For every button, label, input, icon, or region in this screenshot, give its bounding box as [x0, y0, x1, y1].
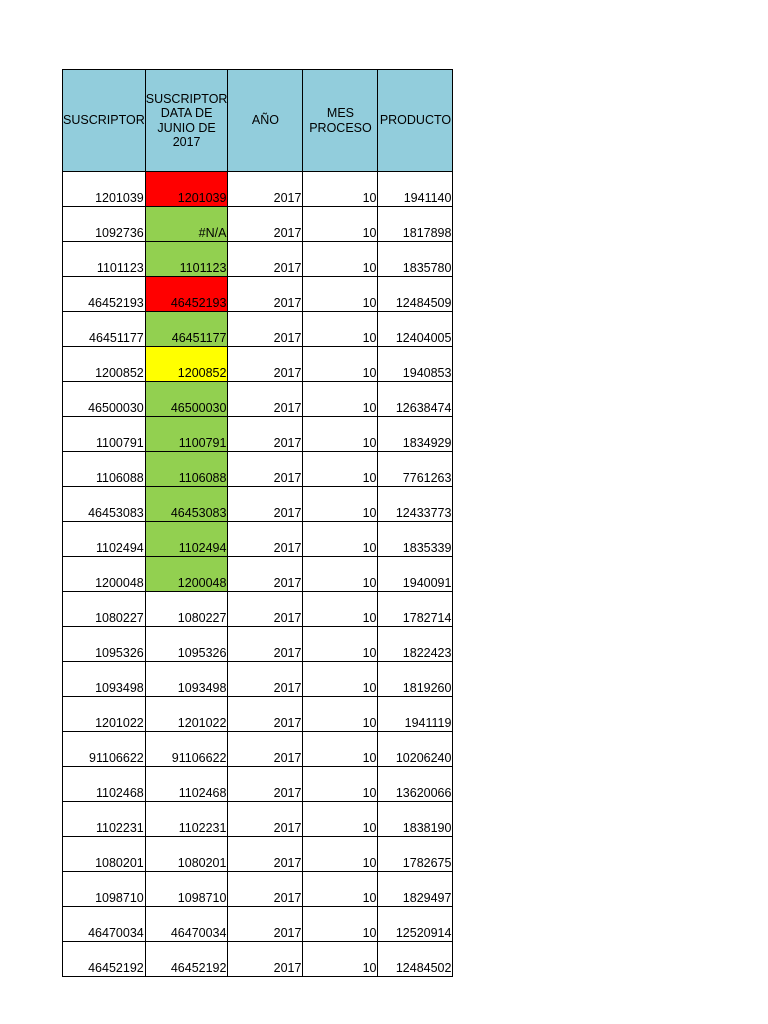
cell-suscriptor[interactable]: 1201022 [63, 697, 146, 732]
cell-mes-proceso[interactable]: 10 [303, 522, 378, 557]
cell-producto[interactable]: 1941119 [378, 697, 453, 732]
table-row [63, 907, 453, 942]
header-anio-label: AÑO [251, 113, 280, 128]
cell-producto[interactable]: 12520914 [378, 907, 453, 942]
cell-anio[interactable]: 2017 [228, 312, 303, 347]
table-row [63, 382, 453, 417]
cell-anio[interactable]: 2017 [228, 872, 303, 907]
header-suscriptor-junio[interactable] [145, 70, 228, 172]
table-row [63, 592, 453, 627]
cell-suscriptor-junio[interactable]: 1080227 [145, 592, 228, 627]
table-row [63, 242, 453, 277]
cell-suscriptor[interactable]: 46451177 [63, 312, 146, 347]
header-producto[interactable] [378, 70, 453, 172]
cell-producto[interactable]: 1941140 [378, 172, 453, 207]
cell-anio[interactable]: 2017 [228, 347, 303, 382]
cell-producto[interactable]: 12484502 [378, 942, 453, 977]
table-row [63, 942, 453, 977]
cell-anio[interactable]: 2017 [228, 662, 303, 697]
cell-producto[interactable]: 1822423 [378, 627, 453, 662]
cell-mes-proceso[interactable]: 10 [303, 662, 378, 697]
cell-mes-proceso[interactable]: 10 [303, 207, 378, 242]
header-row [63, 70, 453, 172]
cell-suscriptor[interactable]: 1106088 [63, 452, 146, 487]
cell-mes-proceso[interactable]: 10 [303, 452, 378, 487]
cell-suscriptor-junio[interactable]: 46452192 [145, 942, 228, 977]
cell-mes-proceso[interactable]: 10 [303, 872, 378, 907]
table-row [63, 697, 453, 732]
table-row [63, 207, 453, 242]
cell-mes-proceso[interactable]: 10 [303, 347, 378, 382]
cell-suscriptor[interactable]: 46470034 [63, 907, 146, 942]
cell-suscriptor[interactable]: 46500030 [63, 382, 146, 417]
header-anio[interactable] [228, 70, 303, 172]
cell-producto[interactable]: 1782675 [378, 837, 453, 872]
header-mes-proceso-label: MES PROCESO [309, 106, 372, 135]
cell-suscriptor-junio[interactable]: 46470034 [145, 907, 228, 942]
cell-suscriptor-junio[interactable]: 1201039 [145, 172, 228, 207]
cell-suscriptor[interactable]: 46452193 [63, 277, 146, 312]
cell-mes-proceso[interactable]: 10 [303, 767, 378, 802]
cell-anio[interactable]: 2017 [228, 942, 303, 977]
cell-producto[interactable]: 1782714 [378, 592, 453, 627]
cell-anio[interactable]: 2017 [228, 732, 303, 767]
cell-suscriptor[interactable]: 1101123 [63, 242, 146, 277]
cell-suscriptor-junio[interactable]: 1093498 [145, 662, 228, 697]
cell-producto[interactable]: 13620066 [378, 767, 453, 802]
table-body [63, 172, 453, 977]
cell-suscriptor[interactable]: 46452192 [63, 942, 146, 977]
table-row [63, 452, 453, 487]
cell-suscriptor[interactable]: 1200852 [63, 347, 146, 382]
cell-suscriptor[interactable]: 1092736 [63, 207, 146, 242]
cell-suscriptor-junio[interactable]: 1102468 [145, 767, 228, 802]
table-row [63, 487, 453, 522]
cell-suscriptor-junio[interactable]: #N/A [145, 207, 228, 242]
cell-anio[interactable]: 2017 [228, 417, 303, 452]
cell-anio[interactable]: 2017 [228, 627, 303, 662]
header-producto-label: PRODUCTO [379, 113, 452, 128]
cell-suscriptor-junio[interactable]: 1200852 [145, 347, 228, 382]
cell-suscriptor[interactable]: 1080227 [63, 592, 146, 627]
data-table [62, 69, 453, 977]
cell-suscriptor-junio[interactable]: 1102494 [145, 522, 228, 557]
table-row [63, 522, 453, 557]
cell-anio[interactable]: 2017 [228, 207, 303, 242]
table-row [63, 662, 453, 697]
cell-suscriptor-junio[interactable]: 91106622 [145, 732, 228, 767]
cell-mes-proceso[interactable]: 10 [303, 487, 378, 522]
table-row [63, 802, 453, 837]
cell-mes-proceso[interactable]: 10 [303, 277, 378, 312]
cell-suscriptor[interactable]: 1100791 [63, 417, 146, 452]
cell-mes-proceso[interactable]: 10 [303, 382, 378, 417]
cell-producto[interactable]: 10206240 [378, 732, 453, 767]
cell-producto[interactable]: 1819260 [378, 662, 453, 697]
cell-producto[interactable]: 12638474 [378, 382, 453, 417]
table-row [63, 277, 453, 312]
cell-suscriptor[interactable]: 1102468 [63, 767, 146, 802]
cell-suscriptor[interactable]: 91106622 [63, 732, 146, 767]
cell-producto[interactable]: 12404005 [378, 312, 453, 347]
cell-suscriptor-junio[interactable]: 1080201 [145, 837, 228, 872]
cell-mes-proceso[interactable]: 10 [303, 802, 378, 837]
cell-anio[interactable]: 2017 [228, 767, 303, 802]
cell-suscriptor-junio[interactable]: 1100791 [145, 417, 228, 452]
cell-mes-proceso[interactable]: 10 [303, 557, 378, 592]
table-row [63, 627, 453, 662]
table-row [63, 872, 453, 907]
cell-suscriptor[interactable]: 1102231 [63, 802, 146, 837]
cell-mes-proceso[interactable]: 10 [303, 942, 378, 977]
cell-mes-proceso[interactable]: 10 [303, 627, 378, 662]
cell-suscriptor-junio[interactable]: 1201022 [145, 697, 228, 732]
cell-suscriptor[interactable]: 1095326 [63, 627, 146, 662]
cell-producto[interactable]: 7761263 [378, 452, 453, 487]
cell-suscriptor-junio[interactable]: 1106088 [145, 452, 228, 487]
cell-producto[interactable]: 1940853 [378, 347, 453, 382]
cell-suscriptor-junio[interactable]: 1095326 [145, 627, 228, 662]
cell-producto[interactable]: 1829497 [378, 872, 453, 907]
table-row [63, 767, 453, 802]
cell-mes-proceso[interactable]: 10 [303, 312, 378, 347]
cell-anio[interactable]: 2017 [228, 557, 303, 592]
cell-anio[interactable]: 2017 [228, 487, 303, 522]
cell-suscriptor-junio[interactable]: 46451177 [145, 312, 228, 347]
table-row [63, 417, 453, 452]
cell-suscriptor[interactable]: 1200048 [63, 557, 146, 592]
cell-producto[interactable]: 1835780 [378, 242, 453, 277]
cell-suscriptor-junio[interactable]: 1101123 [145, 242, 228, 277]
cell-mes-proceso[interactable]: 10 [303, 242, 378, 277]
table-row [63, 732, 453, 767]
cell-anio[interactable]: 2017 [228, 172, 303, 207]
cell-producto[interactable]: 12484509 [378, 277, 453, 312]
cell-suscriptor-junio[interactable]: 46452193 [145, 277, 228, 312]
cell-mes-proceso[interactable]: 10 [303, 732, 378, 767]
cell-suscriptor-junio[interactable]: 1200048 [145, 557, 228, 592]
cell-producto[interactable]: 1838190 [378, 802, 453, 837]
cell-suscriptor[interactable]: 1093498 [63, 662, 146, 697]
cell-mes-proceso[interactable]: 10 [303, 592, 378, 627]
header-suscriptor[interactable] [63, 70, 146, 172]
cell-suscriptor[interactable]: 1201039 [63, 172, 146, 207]
cell-anio[interactable]: 2017 [228, 592, 303, 627]
header-suscriptor-junio-label: SUSCRIPTOR DATA DE JUNIO DE 2017 [145, 91, 228, 149]
cell-suscriptor-junio[interactable]: 1102231 [145, 802, 228, 837]
table-row [63, 172, 453, 207]
cell-anio[interactable]: 2017 [228, 802, 303, 837]
cell-producto[interactable]: 1835339 [378, 522, 453, 557]
cell-producto[interactable]: 1817898 [378, 207, 453, 242]
cell-producto[interactable]: 1834929 [378, 417, 453, 452]
cell-anio[interactable]: 2017 [228, 277, 303, 312]
cell-anio[interactable]: 2017 [228, 452, 303, 487]
cell-anio[interactable]: 2017 [228, 242, 303, 277]
cell-suscriptor-junio[interactable]: 1098710 [145, 872, 228, 907]
cell-mes-proceso[interactable]: 10 [303, 417, 378, 452]
cell-mes-proceso[interactable]: 10 [303, 172, 378, 207]
table-row [63, 837, 453, 872]
header-mes-proceso[interactable] [303, 70, 378, 172]
cell-mes-proceso[interactable]: 10 [303, 697, 378, 732]
cell-mes-proceso[interactable]: 10 [303, 837, 378, 872]
cell-suscriptor[interactable]: 1102494 [63, 522, 146, 557]
table-row [63, 557, 453, 592]
cell-suscriptor-junio[interactable]: 46500030 [145, 382, 228, 417]
cell-anio[interactable]: 2017 [228, 522, 303, 557]
cell-suscriptor-junio[interactable]: 46453083 [145, 487, 228, 522]
cell-suscriptor[interactable]: 46453083 [63, 487, 146, 522]
cell-suscriptor[interactable]: 1098710 [63, 872, 146, 907]
cell-mes-proceso[interactable]: 10 [303, 907, 378, 942]
cell-producto[interactable]: 12433773 [378, 487, 453, 522]
cell-producto[interactable]: 1940091 [378, 557, 453, 592]
cell-suscriptor[interactable]: 1080201 [63, 837, 146, 872]
cell-anio[interactable]: 2017 [228, 907, 303, 942]
table-row [63, 347, 453, 382]
cell-anio[interactable]: 2017 [228, 382, 303, 417]
cell-anio[interactable]: 2017 [228, 837, 303, 872]
cell-anio[interactable]: 2017 [228, 697, 303, 732]
table-row [63, 312, 453, 347]
header-suscriptor-label: SUSCRIPTOR [63, 113, 145, 128]
